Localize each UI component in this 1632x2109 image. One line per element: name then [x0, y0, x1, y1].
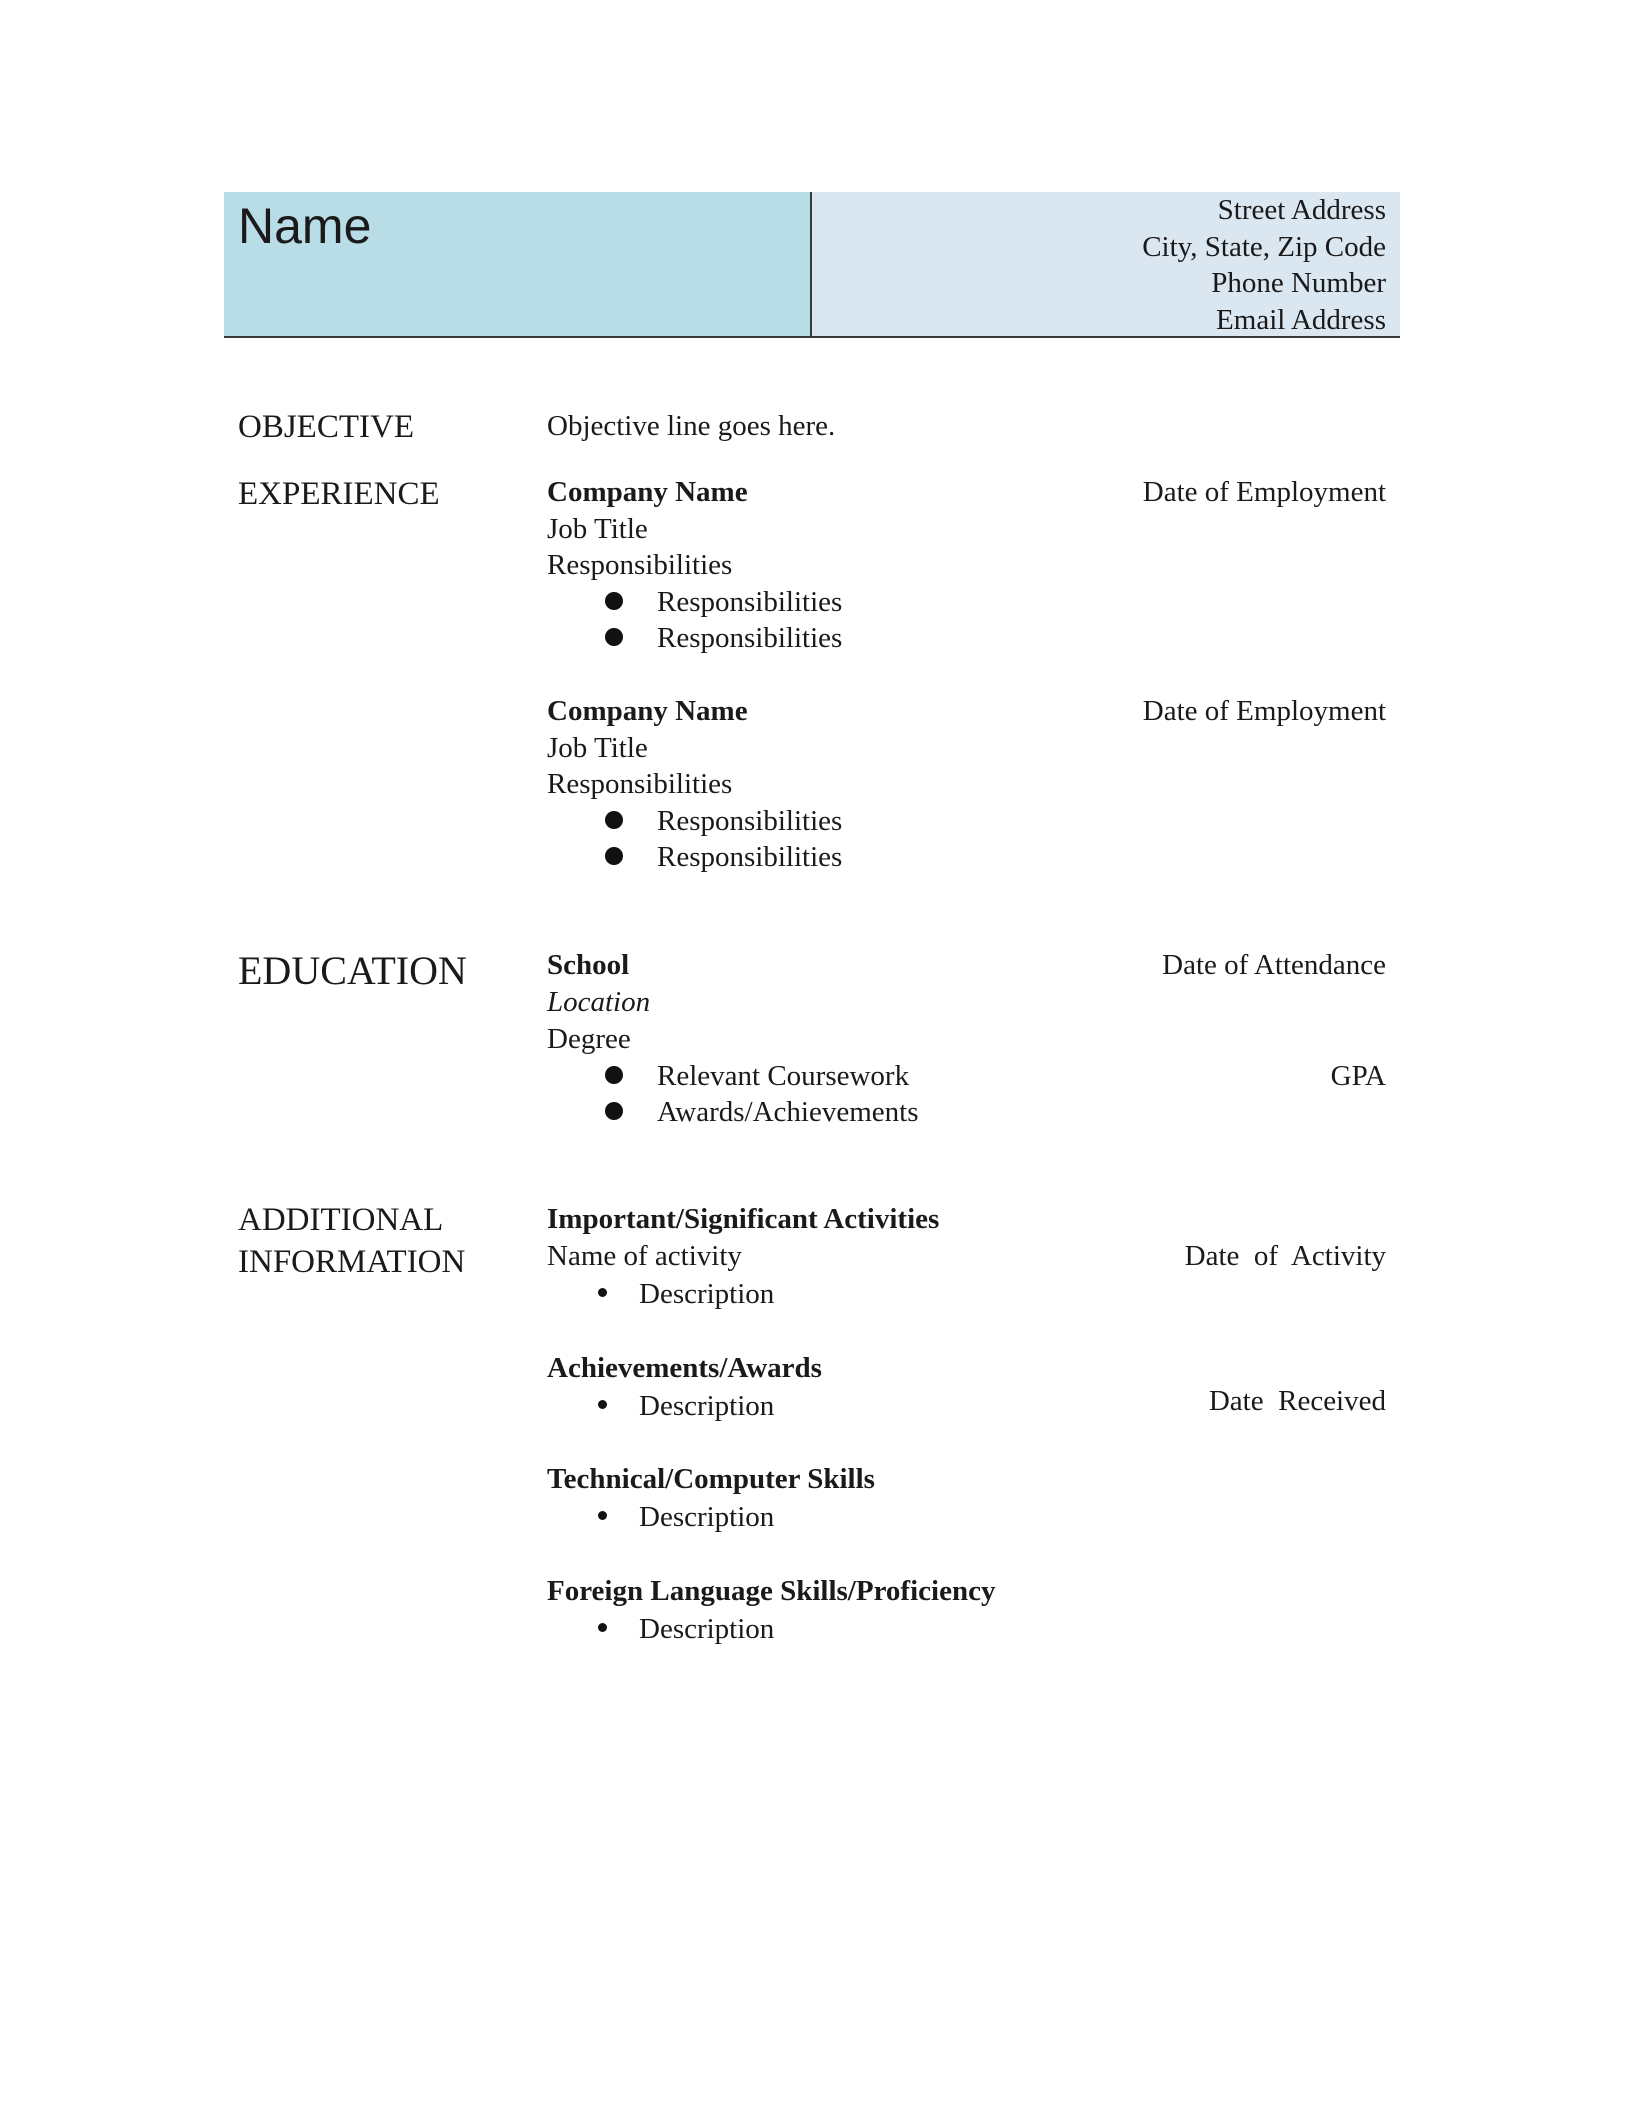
- job-1-bullet-2: Responsibilities: [657, 622, 843, 654]
- bullet-icon: [605, 847, 623, 865]
- city-state-zip: City, State, Zip Code: [1142, 230, 1386, 263]
- bullet-icon: [605, 1066, 623, 1084]
- candidate-name: Name: [238, 198, 372, 254]
- bullet-icon: [598, 1511, 607, 1520]
- header-band: [224, 192, 1400, 338]
- bullet-icon: [598, 1288, 607, 1297]
- technical-description: Description: [639, 1501, 775, 1533]
- school-name: School: [547, 949, 630, 981]
- activity-name: Name of activity: [547, 1240, 742, 1272]
- language-heading: Foreign Language Skills/Proficiency: [547, 1575, 996, 1607]
- phone-number: Phone Number: [1211, 267, 1386, 299]
- awards-date: Date Received: [1208, 1385, 1386, 1417]
- awards-achievements: Awards/Achievements: [657, 1096, 919, 1128]
- education-title: EDUCATION: [238, 948, 467, 993]
- activity-date: Date of Activity: [1184, 1240, 1386, 1272]
- job-1-date: Date of Employment: [1142, 476, 1386, 508]
- gpa: GPA: [1330, 1060, 1386, 1092]
- email-address: Email Address: [1216, 303, 1386, 336]
- attendance-date: Date of Attendance: [1162, 949, 1386, 981]
- job-2-responsibilities-label: Responsibilities: [547, 768, 733, 800]
- objective-title: OBJECTIVE: [238, 409, 414, 445]
- job-2-date: Date of Employment: [1142, 695, 1386, 727]
- job-1-responsibilities-label: Responsibilities: [547, 549, 733, 581]
- awards-description: Description: [639, 1390, 775, 1422]
- bullet-icon: [598, 1400, 607, 1409]
- job-1-company: Company Name: [547, 476, 748, 508]
- degree: Degree: [547, 1023, 631, 1055]
- job-2-bullet-2: Responsibilities: [657, 841, 843, 873]
- language-description: Description: [639, 1613, 775, 1645]
- contact-block: [1142, 192, 1386, 338]
- coursework: Relevant Coursework: [657, 1060, 910, 1092]
- bullet-icon: [605, 592, 623, 610]
- school-location: Location: [547, 986, 651, 1018]
- objective-text: Objective line goes here.: [547, 410, 836, 442]
- job-2-company: Company Name: [547, 695, 748, 727]
- bullet-icon: [605, 628, 623, 646]
- bullet-icon: [605, 811, 623, 829]
- awards-heading: Achievements/Awards: [547, 1352, 822, 1384]
- job-2-bullet-1: Responsibilities: [657, 805, 843, 837]
- additional-title-line-2: INFORMATION: [238, 1244, 466, 1280]
- job-1-bullet-1: Responsibilities: [657, 586, 843, 618]
- bullet-icon: [605, 1102, 623, 1120]
- name-panel: [224, 192, 812, 336]
- activity-description: Description: [639, 1278, 775, 1310]
- contact-panel: [812, 192, 1400, 336]
- bullet-icon: [598, 1623, 607, 1632]
- street-address: Street Address: [1217, 194, 1386, 226]
- activities-heading: Important/Significant Activities: [547, 1203, 940, 1235]
- job-2-title: Job Title: [547, 732, 648, 764]
- technical-heading: Technical/Computer Skills: [547, 1463, 875, 1495]
- experience-title: EXPERIENCE: [238, 476, 440, 512]
- job-1-title: Job Title: [547, 513, 648, 545]
- additional-title-line-1: ADDITIONAL: [238, 1202, 444, 1238]
